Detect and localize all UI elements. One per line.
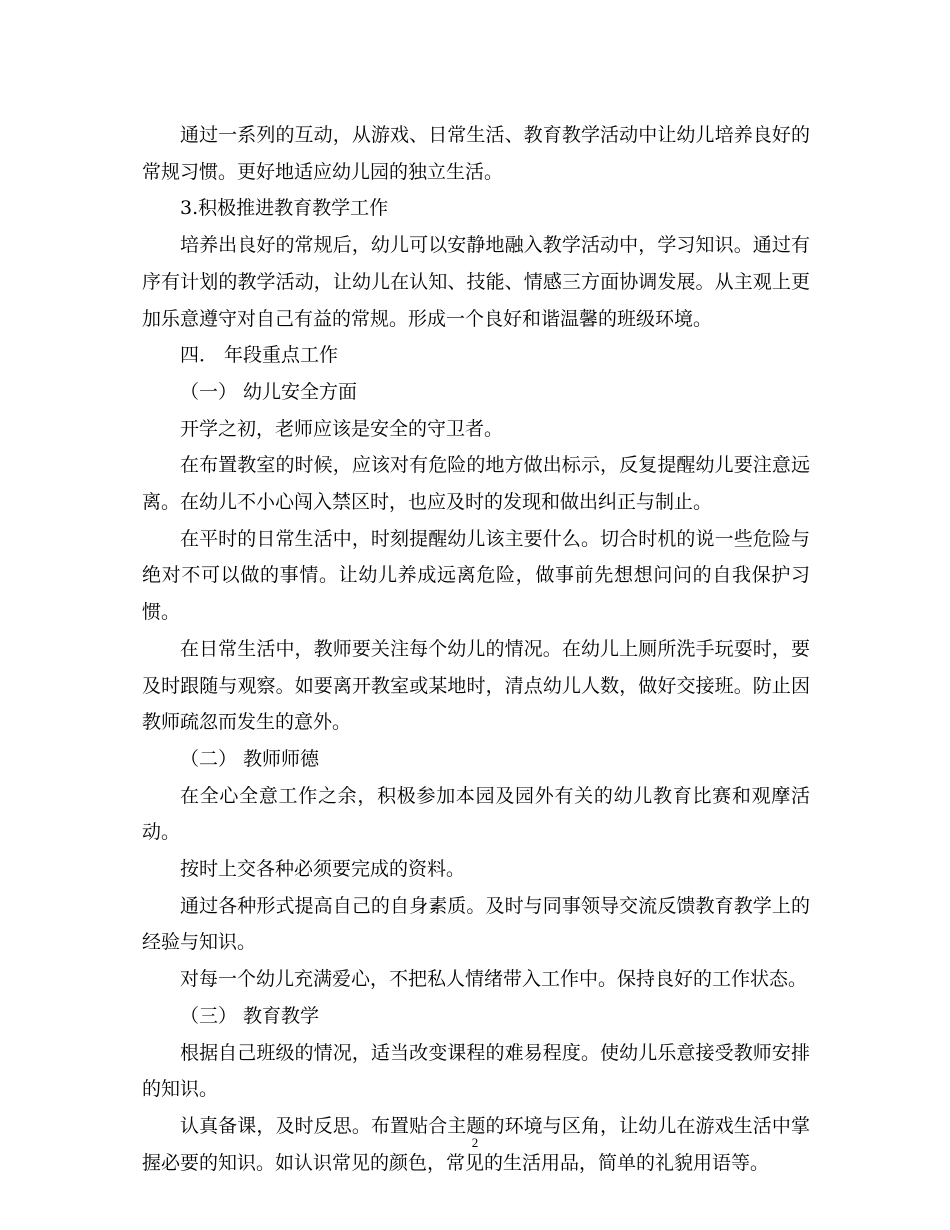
paragraph: 开学之初，老师应该是安全的守卫者。 [180, 417, 504, 440]
paragraph: 按时上交各种必须要完成的资料。 [180, 858, 466, 881]
subsection-heading: （二） 教师师德 [180, 747, 320, 770]
paragraph: 在平时的日常生活中，时刻提醒幼儿该主要什么。切合时机的说一些危险与绝对不可以做的事情。让幼儿养成远离危险，做事前先想想问问的自我保护习惯。 [142, 527, 810, 624]
paragraph: 根据自己班级的情况，适当改变课程的难易程度。使幼儿乐意接受教师安排的知识。 [142, 1041, 810, 1101]
paragraph: 在日常生活中，教师要关注每个幼儿的情况。在幼儿上厕所洗手玩耍时，要及时跟随与观察。如要离开教室或某地时，清点幼儿人数，做好交接班。防止因教师疏忽而发生的意外。 [142, 637, 810, 734]
paragraph: 培养出良好的常规后，幼儿可以安静地融入教学活动中，学习知识。通过有序有计划的教学活动，让幼儿在认知、技能、情感三方面协调发展。从主观上更加乐意遵守对自己有益的常规。形成一个良好和谐温馨的班级环境。 [142, 234, 810, 330]
paragraph: 在全心全意工作之余，积极参加本园及园外有关的幼儿教育比赛和观摩活动。 [142, 784, 810, 844]
document-body [142, 117, 810, 1181]
subsection-heading: （三） 教育教学 [180, 1004, 320, 1027]
paragraph: 通过各种形式提高自己的自身素质。及时与同事领导交流反馈教育教学上的经验与知识。 [142, 894, 810, 954]
page-number: 2 [471, 1135, 479, 1150]
paragraph: 对每一个幼儿充满爱心，不把私人情绪带入工作中。保持良好的工作状态。 [180, 968, 808, 991]
paragraph: 通过一系列的互动，从游戏、日常生活、教育教学活动中让幼儿培养良好的常规习惯。更好地适应幼儿园的独立生活。 [142, 124, 810, 183]
subsection-heading: （一） 幼儿安全方面 [180, 380, 358, 403]
paragraph: 在布置教室的时候，应该对有危险的地方做出标示，反复提醒幼儿要注意远离。在幼儿不小心闯入禁区时，也应及时的发现和做出纠正与制止。 [142, 454, 810, 514]
paragraph: 认真备课，及时反思。布置贴合主题的环境与区角，让幼儿在游戏生活中掌握必要的知识。如认识常见的颜色，常见的生活用品，简单的礼貌用语等。 [142, 1114, 810, 1174]
section-heading: 3.积极推进教育教学工作 [180, 197, 389, 220]
section-heading: 四． 年段重点工作 [180, 344, 339, 367]
